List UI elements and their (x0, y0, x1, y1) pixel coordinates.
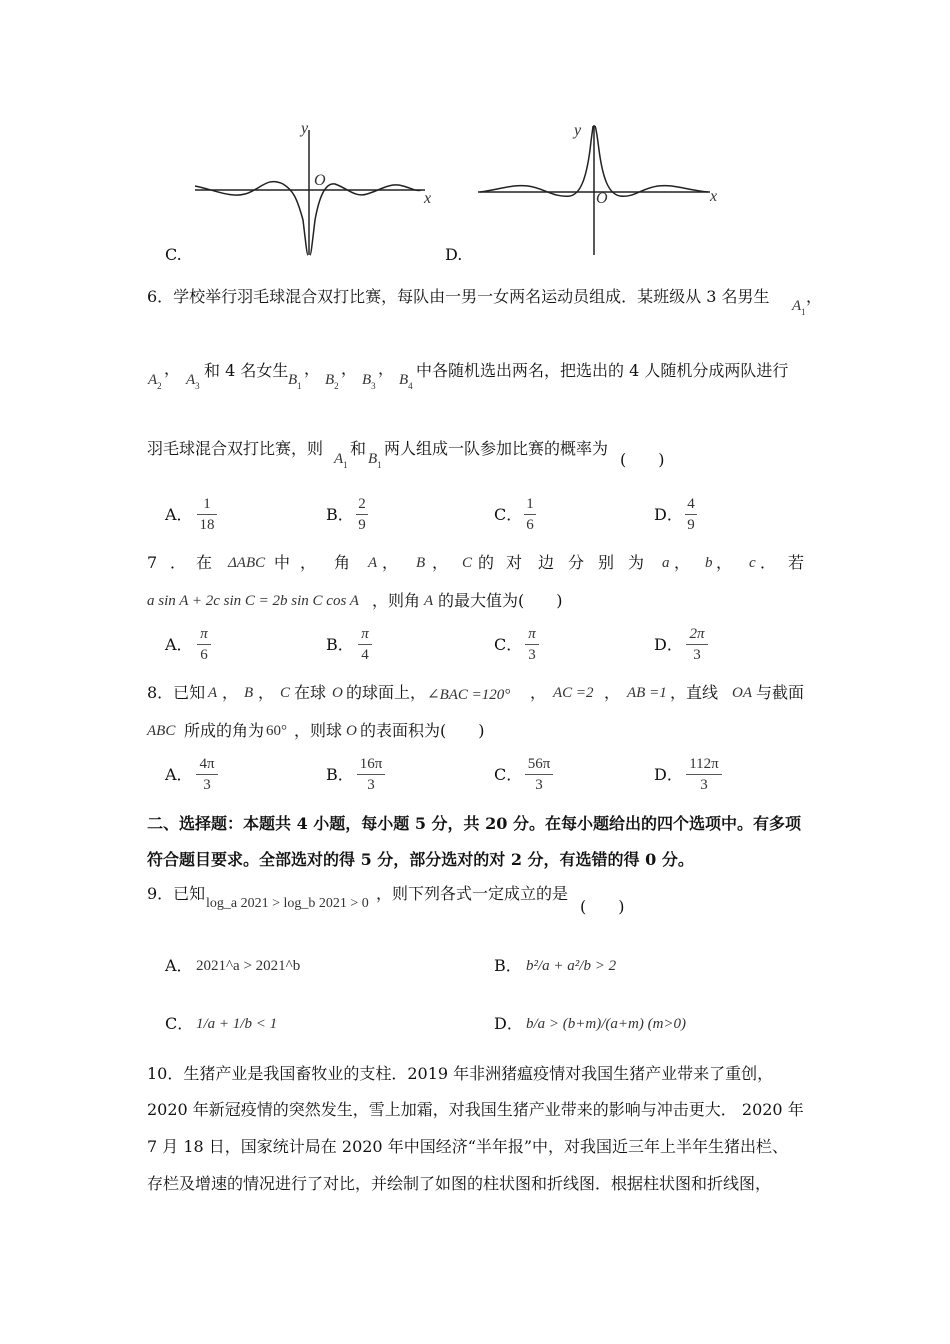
q7-bie: 别 (598, 553, 615, 572)
q8-l2-mid: 所成的角为 (184, 721, 265, 740)
q8-var-O: O (332, 685, 343, 701)
q7-comma5: ， (716, 553, 733, 572)
q8-option-d-label[interactable]: D． (654, 765, 683, 784)
q8-ac: AC =2 (553, 685, 594, 701)
q9-option-b-expr[interactable]: b²/a + a²/b > 2 (526, 958, 617, 974)
q6-option-d-fraction[interactable]: 4 9 (682, 494, 700, 535)
q8-sep4: ， (604, 683, 621, 702)
q8-ab: AB =1 (627, 685, 667, 701)
q8-option-d-fraction[interactable]: 112π 3 (684, 754, 724, 795)
q10-line1: 10．生猪产业是我国畜牧业的支柱．2019 年非洲猪瘟疫情对我国生猪产业带来了重创， (147, 1064, 774, 1083)
q7-option-c-fraction[interactable]: π 3 (522, 624, 542, 665)
q7-option-d-fraction[interactable]: 2π 3 (684, 624, 710, 665)
q7-num: 7 (147, 553, 158, 572)
q6-option-d-label[interactable]: D． (654, 505, 683, 524)
q7-comma2: ， (382, 553, 399, 572)
graph-d-x-label: x (710, 188, 718, 205)
q8-oa: OA (732, 685, 752, 701)
section-2-line1: 二、选择题：本题共 4 小题，每小题 5 分，共 20 分。在每小题给出的四个选项中。有多项 (147, 814, 801, 833)
q9-post: ，则下列各式一定成立的是 (376, 884, 569, 903)
section-2-line2: 符合题目要求。全部选对的得 5 分，部分选对的对 2 分，有选错的得 0 分。 (147, 850, 694, 869)
q10-line3: 7 月 18 日，国家统计局在 2020 年中国经济“半年报”中，对我国近三年上半年生猪出栏、 (147, 1137, 789, 1156)
q7-option-c-label[interactable]: C． (494, 635, 523, 654)
q8-var-B: B (244, 685, 254, 701)
q6-line2-mid: 和 4 名女生 (204, 361, 289, 380)
q8-surface: 的球面上， (346, 683, 427, 702)
q7-comma3: ， (432, 553, 449, 572)
q7-eq-tail: ，则角 (372, 591, 421, 610)
q7-period: ． (760, 553, 777, 572)
q9-option-a-label[interactable]: A． (165, 956, 193, 975)
q7-option-a-fraction[interactable]: π 6 (194, 624, 214, 665)
q6-option-b-label[interactable]: B． (326, 505, 354, 524)
q7-var-c: c (749, 555, 756, 571)
q8-angle: ∠BAC =120° (427, 687, 511, 703)
q9-option-c-expr[interactable]: 1/a + 1/b < 1 (196, 1016, 278, 1032)
q9-option-b-label[interactable]: B． (494, 956, 522, 975)
q8-option-a-label[interactable]: A． (165, 765, 193, 784)
q8-l2-ball: ，则球 (294, 721, 343, 740)
q8-sep3: ， (530, 683, 547, 702)
q6-option-c-fraction[interactable]: 1 6 (521, 494, 539, 535)
q9-option-d-expr[interactable]: b/a > (b+m)/(a+m) (m>0) (526, 1016, 687, 1032)
graph-c-curve (195, 182, 421, 255)
q8-line-text: ，直线 (670, 683, 719, 702)
graph-c-y-label: y (301, 120, 309, 137)
q8-option-b-fraction[interactable]: 16π 3 (355, 754, 387, 795)
q7-option-b-fraction[interactable]: π 4 (355, 624, 375, 665)
graph-c-x-label: x (424, 190, 432, 207)
q6-line3-and: 和 (350, 439, 367, 458)
q6-var-a1: $A_1$ (792, 298, 806, 317)
q8-var-C: C (280, 685, 291, 701)
q8-deg60: 60° (266, 723, 287, 739)
q8-pre: 8．已知 (147, 683, 206, 702)
q7-comma1: ， (300, 553, 317, 572)
q7-dui: 对 (506, 553, 523, 572)
q8-var-A: A (208, 685, 218, 701)
q6-var-b1: $B_1$ (288, 372, 302, 391)
q6-line3-a: 羽毛球混合双打比赛，则 (147, 439, 324, 458)
graph-d-origin-label: O (596, 190, 608, 207)
q8-option-b-label[interactable]: B． (326, 765, 354, 784)
q7-fen: 分 (568, 553, 585, 572)
q7-var-B: B (416, 555, 426, 571)
q7-option-d-label[interactable]: D． (654, 635, 683, 654)
q7-var-b: b (705, 555, 713, 571)
q9-paren: ( ) (580, 897, 625, 916)
q7-comma4: ， (674, 553, 691, 572)
q6-line1: 6．学校举行羽毛球混合双打比赛，每队由一男一女两名运动员组成．某班级从 3 名男生 (147, 287, 770, 306)
q6-option-b-fraction[interactable]: 2 9 (353, 494, 371, 535)
q7-bian: 边 (538, 553, 555, 572)
q8-on-sphere: 在球 (294, 683, 327, 702)
q9-option-d-label[interactable]: D． (494, 1014, 523, 1033)
q8-option-a-fraction[interactable]: 4π 3 (194, 754, 220, 795)
q6-comma: ， (806, 287, 823, 306)
q9-option-c-label[interactable]: C． (165, 1014, 194, 1033)
q7-zai: 在 (196, 553, 213, 572)
q6-var-a2: $A_2$ (148, 372, 162, 391)
q6-var-b1-b: $B_1$ (368, 451, 382, 470)
q8-sep2: ， (258, 683, 275, 702)
q7-ruo: 若 (788, 553, 805, 572)
q9-option-a-expr[interactable]: 2021^a > 2021^b (196, 958, 301, 974)
q6-paren: ( ) (620, 450, 665, 469)
q6-option-c-label[interactable]: C． (494, 505, 523, 524)
q6-var-b3: $B_3$ (362, 372, 376, 391)
q6-option-a-fraction[interactable]: 1 18 (195, 494, 219, 535)
q7-var-a: a (662, 555, 670, 571)
q7-de: 的 (478, 553, 495, 572)
q6-line2-end: 中各随机选出两名，把选出的 4 人随机分成两队进行 (416, 361, 789, 380)
q10-line4: 存栏及增速的情况进行了对比，并绘制了如图的柱状图和折线图．根据柱状图和折线图， (147, 1174, 772, 1193)
q9-pre: 9．已知 (147, 884, 206, 903)
q7-zhong: 中 (274, 553, 291, 572)
q8-abc: ABC (147, 723, 176, 739)
q6-comma-2: ， (164, 359, 181, 378)
q7-eq-var-A: A (424, 593, 434, 609)
q6-line3-b: 两人组成一队参加比赛的概率为 (384, 439, 609, 458)
graph-d-option-label: D. (445, 245, 463, 264)
q8-option-c-fraction[interactable]: 56π 3 (523, 754, 555, 795)
q7-triangle: ΔABC (228, 555, 266, 571)
q6-var-b2: $B_2$ (325, 372, 339, 391)
q6-var-b4: $B_4$ (399, 372, 413, 391)
q8-var-O-2: O (346, 723, 357, 739)
q9-expr: log_a 2021 > log_b 2021 > 0 (206, 896, 369, 911)
q7-option-a-label[interactable]: A． (165, 635, 193, 654)
q8-with-sec: 与截面 (756, 683, 805, 702)
q8-option-c-label[interactable]: C． (494, 765, 523, 784)
q6-comma-3: ， (304, 359, 321, 378)
q10-line2: 2020 年新冠疫情的突然发生，雪上加霜，对我国生猪产业带来的影响与冲击更大． 2020 年 (147, 1100, 804, 1119)
q8-sep1: ， (222, 683, 239, 702)
q6-comma-4: ， (341, 359, 358, 378)
q6-option-a-label[interactable]: A． (165, 505, 193, 524)
q6-var-a1-b: $A_1$ (334, 451, 348, 470)
graph-c-option-label: C. (165, 245, 182, 264)
q7-wei: 为 (628, 553, 645, 572)
q7-var-C: C (462, 555, 473, 571)
q7-var-A: A (368, 555, 378, 571)
q6-comma-5: ， (378, 359, 395, 378)
graph-c-svg (185, 120, 445, 260)
q8-l2-end: 的表面积为( ) (360, 721, 485, 740)
graph-c-origin-label: O (314, 172, 326, 189)
graph-d-y-label: y (574, 122, 582, 139)
q7-eq-end: 的最大值为( ) (438, 591, 563, 610)
q7-dot: ． (170, 553, 187, 572)
q7-jiao: 角 (334, 553, 351, 572)
q7-option-b-label[interactable]: B． (326, 635, 354, 654)
q7-equation: a sin A + 2c sin C = 2b sin C cos A (147, 593, 359, 609)
q6-var-a3: $A_3$ (186, 372, 200, 391)
